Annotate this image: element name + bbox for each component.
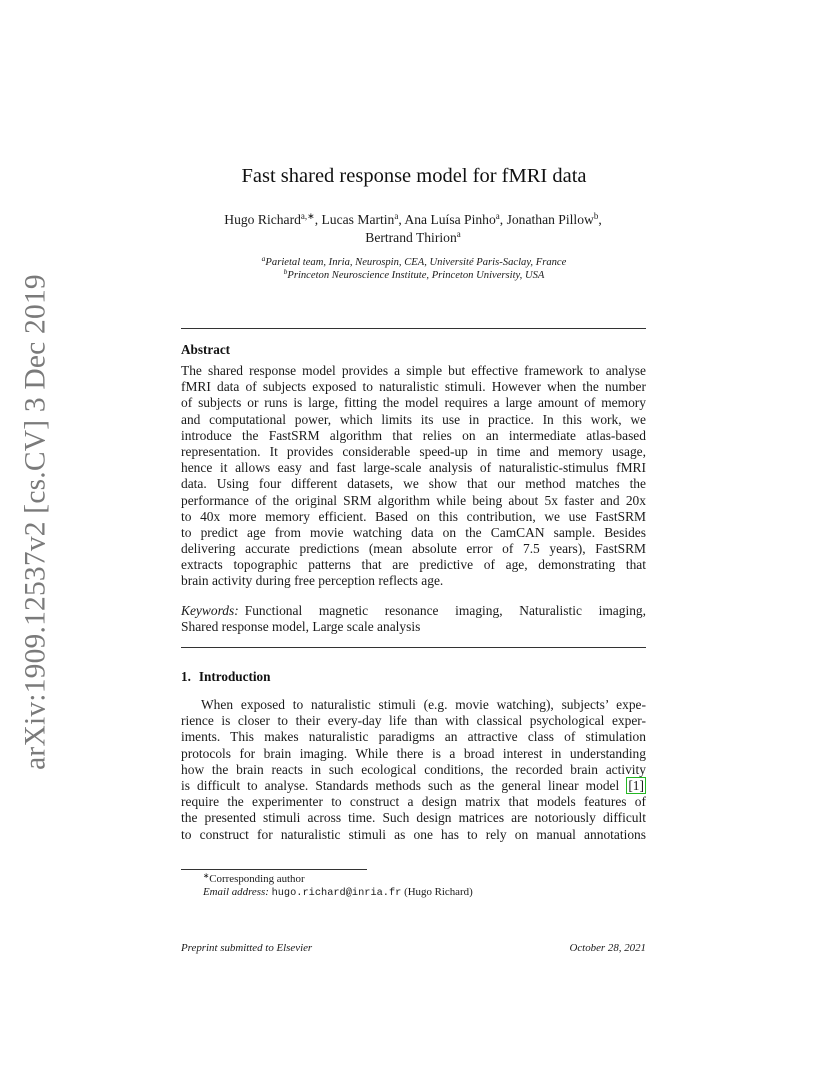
affiliation-text: Parietal team, Inria, Neurospin, CEA, Université Paris-Saclay, France <box>265 257 567 268</box>
paper-title: Fast shared response model for fMRI data <box>241 165 587 187</box>
author-separator: , <box>499 212 507 227</box>
author-name: Ana Luísa Pinho <box>404 212 496 227</box>
abstract-bottom-rule <box>181 647 646 648</box>
abstract-line: introduce the FastSRM algorithm that relies on an intermediate atlas-based <box>181 427 646 443</box>
author-name: Jonathan Pillow <box>506 212 594 227</box>
affiliation-mark: a <box>261 254 266 263</box>
author-name: Lucas Martin <box>321 212 395 227</box>
keywords-label: Keywords: <box>181 603 239 618</box>
author-affil-mark: a <box>495 211 500 221</box>
author-separator: , <box>398 212 405 227</box>
author-list <box>180 211 646 247</box>
email-suffix: (Hugo Richard) <box>401 886 473 898</box>
footer-journal: Preprint submitted to Elsevier <box>181 942 313 954</box>
paragraph-line: iments. This makes naturalistic paradigms an attractive class of stimulation <box>181 729 646 745</box>
footnote-email <box>203 886 473 901</box>
arxiv-id[interactable]: arXiv:1909.12537v2 [cs.CV] 3 Dec 2019 <box>19 274 52 770</box>
paragraph-line: rience is closer to their every-day life than with classical psychological exper- <box>181 713 646 729</box>
citation-link[interactable]: [1] <box>628 777 644 793</box>
author-affil-mark: a,∗ <box>300 211 315 221</box>
author-affil-mark: b <box>593 211 599 221</box>
paragraph-line <box>181 778 646 794</box>
abstract-line: and computational power, which limits its use in practice. In this work, we <box>181 411 646 427</box>
abstract-line: to predict age from movie watching data on the CamCAN sample. Besides <box>181 524 646 540</box>
abstract-line: brain activity during free perception reflects age. <box>181 573 444 589</box>
abstract-line: extracts topographic patterns that are predictive of age, demonstrating that <box>181 557 646 573</box>
paragraph-line: how the brain reacts in such ecological conditions, the recorded brain activity <box>181 761 646 777</box>
abstract-line: of subjects or runs is large, fitting the model requires a large amount of memory <box>181 395 646 411</box>
author-separator: , <box>598 212 602 227</box>
author-name: Bertrand Thirion <box>365 230 457 245</box>
author-line-1 <box>180 211 646 229</box>
affiliations <box>0 256 828 282</box>
keywords-text-1: Functional magnetic resonance imaging, Naturalistic imaging, <box>244 603 646 618</box>
author-line-2 <box>180 229 646 247</box>
introduction-heading <box>181 669 270 685</box>
email-label: Email address: <box>203 886 269 898</box>
footnote-marker: ∗ <box>203 871 210 880</box>
abstract-line: fMRI data of subjects exposed to naturalistic stimuli. However when the number <box>181 379 646 395</box>
paragraph-line: to construct for naturalistic stimuli as one has to rely on manual annotations <box>181 826 646 842</box>
author-name: Hugo Richard <box>224 212 301 227</box>
paragraph-line: require the experimenter to construct a design matrix that models features of <box>181 794 646 810</box>
affiliation-mark: b <box>283 267 288 276</box>
author-affil-mark: a <box>394 211 399 221</box>
paragraph-line: the presented stimuli across time. Such design matrices are notoriously difficult <box>181 810 646 826</box>
paragraph-text: is difficult to analyse. Standards methods such as the general linear model <box>181 777 627 793</box>
keywords <box>181 603 646 635</box>
section-number: 1. <box>181 669 191 684</box>
footer-date: October 28, 2021 <box>569 942 646 954</box>
abstract-heading: Abstract <box>181 342 231 357</box>
paragraph-line: protocols for brain imaging. While there is a broad interest in understanding <box>181 745 646 761</box>
footnote-corresponding <box>203 873 305 887</box>
abstract-line: representation. It provides considerable speed-up in time and memory usage, <box>181 443 646 459</box>
abstract-line: The shared response model provides a simple but effective framework to analyse <box>181 363 646 378</box>
affiliation-item <box>0 256 828 269</box>
paragraph-line: When exposed to naturalistic stimuli (e.g. movie watching), subjects’ expe- <box>201 697 646 712</box>
abstract-line: data. Using four different datasets, we show that our method matches the <box>181 476 646 492</box>
author-separator: , <box>314 212 322 227</box>
abstract-line: hence it allows easy and fast large-scale analysis of naturalistic-stimulus fMRI <box>181 460 646 476</box>
section-title: Introduction <box>198 669 271 684</box>
affiliation-text: Princeton Neuroscience Institute, Princeton University, USA <box>287 270 545 281</box>
abstract-line: delivering accurate predictions (mean absolute error of 7.5 years), FastSRM <box>181 541 646 557</box>
keywords-line-1 <box>181 603 646 619</box>
introduction-body <box>181 697 646 843</box>
abstract-line: performance of the original SRM algorithm while being about 5x faster and 20x <box>181 492 646 508</box>
abstract-body <box>181 363 646 590</box>
email-link[interactable]: hugo.richard@inria.fr <box>271 887 402 899</box>
author-affil-mark: a <box>456 229 461 239</box>
abstract-top-rule <box>181 328 646 329</box>
affiliation-item <box>0 269 828 282</box>
footnote-rule <box>181 869 367 870</box>
footnote-text: Corresponding author <box>209 873 305 885</box>
abstract-line: to 40x more memory efficient. Based on this contribution, we use FastSRM <box>181 508 646 524</box>
keywords-line-2: Shared response model, Large scale analysis <box>181 619 421 635</box>
